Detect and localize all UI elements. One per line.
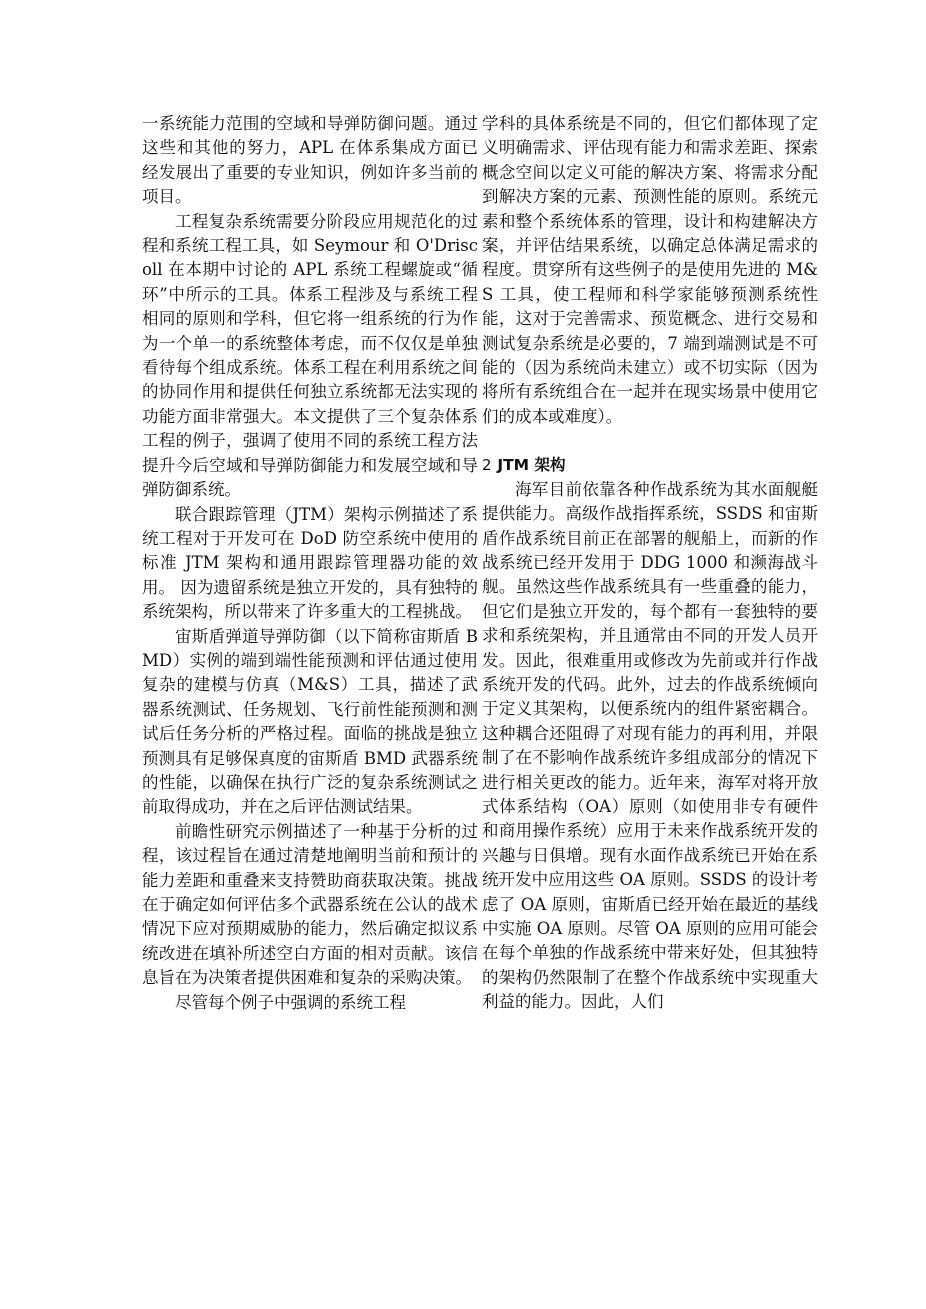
left-paragraph-3: 联合跟踪管理（JTM）架构示例描述了系统工程对于开发可在 DoD 防空系统中使用的标准 JTM 架构和通用跟踪管理器功能的效用。 因为遗留系统是独立开发的，具有独特的系统架构，所以带来了许多重大的工程挑战。 — [142, 504, 478, 622]
left-paragraph-5: 前瞻性研究示例描述了一种基于分析的过程，该过程旨在通过清楚地阐明当前和预计的能力差距和重叠来支持赞助商获取决策。挑战在于确定如何评估多个武器系统在公认的战术情况下应对预期威胁的能力，然后确定拟议系统改进在填补所述空白方面的相对贡献。该信息旨在为决策者提供困难和复杂的采购决策。 — [142, 821, 478, 988]
left-paragraph-1: 一系统能力范围的空域和导弹防御问题。通过这些和其他的努力，APL 在体系集成方面已经发展出了重要的专业知识，例如许多当前的项目。 — [142, 114, 478, 207]
section-number: 2 — [482, 456, 492, 475]
left-column — [142, 112, 478, 1015]
left-paragraph-6: 尽管每个例子中强调的系统工程 — [175, 992, 406, 1012]
right-column — [482, 112, 818, 1015]
right-paragraph-continued: 学科的具体系统是不同的，但它们都体现了定义明确需求、评估现有能力和需求差距、探索概念空间以定义可能的解决方案、将需求分配到解决方案的元素、预测性能的原则。系统元素和整个系统体系的管理，设计和构建解决方案，并评估结果系统，以确定总体满足需求的程度。贯穿所有这些例子的是使用先进的 M&S 工具，使工程师和科学家能够预测系统性能，这对于完善需求、预览概念、进行交易和测试复杂系统是必要的，7 端到端测试是不可能的（因为系统尚未建立）或不切实际（因为将所有系统组合在一起并在现实场景中使用它们的成本或难度）。 — [482, 114, 818, 426]
left-paragraph-2: 工程复杂系统需要分阶段应用规范化的过程和系统工程工具，如 Seymour 和 O'Driscoll 在本期中讨论的 APL 系统工程螺旋或“循环”中所示的工具。体系工程涉及与系统工程相同的原则和学科，但它将一组系统的行为作为一个单一的系统整体考虑，而不仅仅是单独看待每个组成系统。体系工程在利用系统之间的协同作用和提供任何独立系统都无法实现的功能方面非常强大。本文提供了三个复杂体系工程的例子，强调了使用不同的系统工程方法提升今后空域和导弹防御能力和发展空域和导弹防御系统。 — [142, 211, 478, 500]
section-heading — [482, 453, 818, 477]
right-paragraph-section: 海军目前依靠各种作战系统为其水面舰艇提供能力。高级作战指挥系统，SSDS 和宙斯盾作战系统目前正在部署的舰船上，而新的作战系统已经开发用于 DDG 1000 和濒海战斗舰。虽然这些作战系统具有一些重叠的能力，但它们是独立开发的，每个都有一套独特的要求和系统架构，并且通常由不同的开发人员开发。因此，很难重用或修改为先前或并行作战系统开发的代码。此外，过去的作战系统倾向于定义其架构，以便系统内的组件紧密耦合。这种耦合还阻碍了对现有能力的再利用，并限制了在不影响作战系统许多组成部分的情况下进行相关更改的能力。近年来，海军对将开放式体系结构（OA）原则（如使用非专有硬件和商用操作系统）应用于未来作战系统开发的兴趣与日俱增。现有水面作战系统已开始在系统开发中应用这些 OA 原则。SSDS 的设计考虑了 OA 原则，宙斯盾已经开始在最近的基线中实施 OA 原则。尽管 OA 原则的应用可能会在每个单独的作战系统中带来好处，但其独特的架构仍然限制了在整个作战系统中实现重大利益的能力。因此，人们 — [482, 479, 818, 1012]
section-title: JTM 架构 — [497, 456, 566, 475]
left-paragraph-4: 宙斯盾弹道导弹防御（以下简称宙斯盾 BMD）实例的端到端性能预测和评估通过使用复杂的建模与仿真（M&S）工具，描述了武器系统测试、任务规划、飞行前性能预测和测试后任务分析的严格过程。面临的挑战是独立预测具有足够保真度的宙斯盾 BMD 武器系统的性能，以确保在执行广泛的复杂系统测试之前取得成功，并在之后评估测试结果。 — [142, 626, 478, 817]
